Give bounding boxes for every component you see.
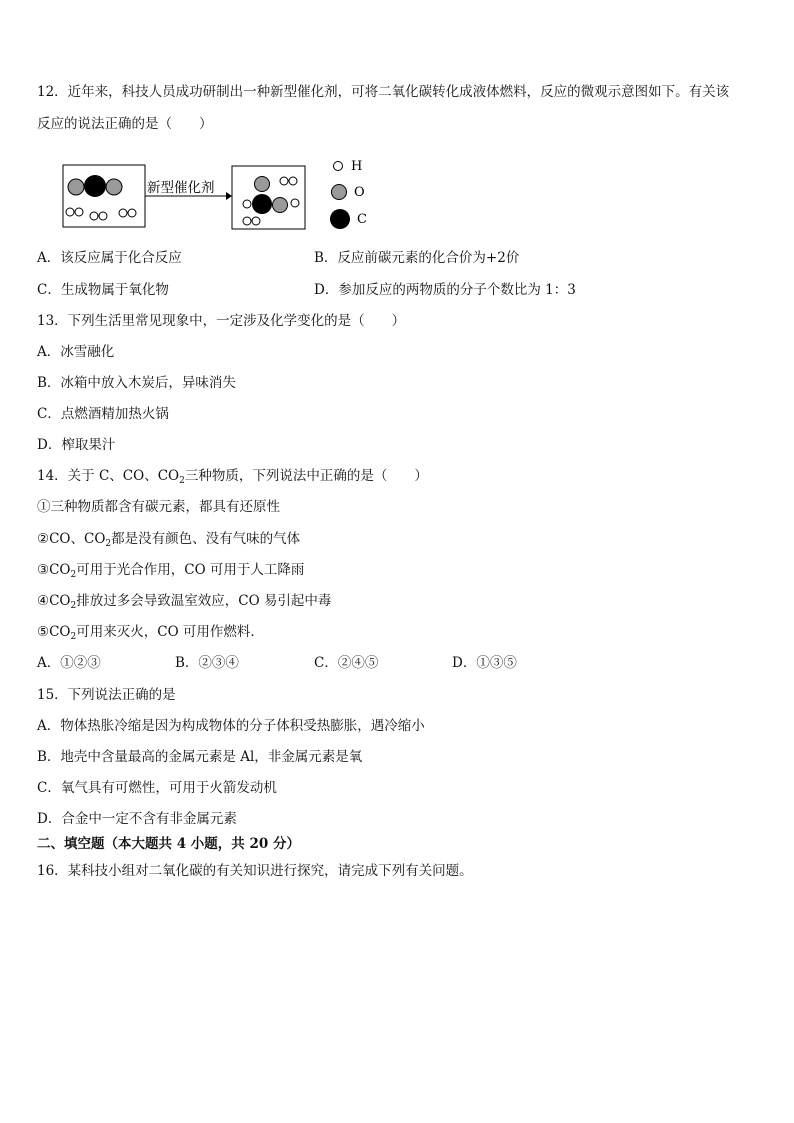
hydrogen-atom [291,199,299,207]
q13-stem: 13．下列生活里常见现象中，一定涉及化学变化的是（ ） [37,313,406,329]
q13-option-c: C．点燃酒精加热火锅 [37,406,169,422]
q14-statement-1: ①三种物质都含有碳元素，都具有还原性 [37,499,280,515]
hydrogen-atom [66,208,74,216]
arrow-head [226,192,232,200]
q13-option-b: B．冰箱中放入木炭后，异味消失 [37,375,236,391]
q12-option-b: B．反应前碳元素的化合价为+2价 [314,250,520,266]
q15-option-c: C．氧气具有可燃性，可用于火箭发动机 [37,780,277,796]
hydrogen-atom [252,217,260,225]
q12-stem-line1: 12．近年来，科技人员成功研制出一种新型催化剂，可将二氧化碳转化成液体燃料，反应的微观示意图如下。有关该 [37,84,730,100]
q14-option-d: D．①③⑤ [452,655,517,671]
hydrogen-atom [128,209,136,217]
q14-statement-3: $③CO_2$可用于光合作用，CO 可用于人工降雨 [37,562,305,580]
q14-option-b: B．②③④ [175,655,239,671]
hydrogen-atom [280,177,288,185]
oxygen-atom [255,177,270,192]
oxygen-atom [273,198,288,213]
carbon-atom [84,175,106,197]
q14-statement-2: ②CO、$CO_2$都是没有颜色、没有气味的气体 [37,531,301,549]
q14-statement-4: $④CO_2$排放过多会导致温室效应，CO 易引起中毒 [37,593,332,611]
q12-option-a: A．该反应属于化合反应 [37,250,182,266]
hydrogen-atom [119,209,127,217]
legend-hydrogen-label: H [351,159,363,174]
section-heading: 二、填空题（本大题共 4 小题，共 20 分） [37,836,300,852]
reaction-diagram [60,155,420,237]
q15-option-d: D．合金中一定不含有非金属元素 [37,811,237,827]
q12-stem-line2: 反应的说法正确的是（ ） [37,116,213,132]
q12-option-c: C．生成物属于氧化物 [37,282,169,298]
hydrogen-atom [289,177,297,185]
catalyst-label: 新型催化剂 [147,180,215,196]
q12-option-d: D．参加反应的两物质的分子个数比为 1：3 [314,282,576,298]
legend-oxygen-icon [332,185,347,200]
hydrogen-atom [243,200,251,208]
oxygen-atom [68,179,84,195]
q15-stem: 15．下列说法正确的是 [37,687,176,703]
hydrogen-atom [90,212,98,220]
q14-stem: 14．关于 C、CO、$CO_2$三种物质，下列说法中正确的是（ ） [37,468,428,486]
q13-option-a: A．冰雪融化 [37,344,115,360]
q13-option-d: D．榨取果汁 [37,437,116,453]
legend-carbon-icon [330,209,350,229]
legend-oxygen-label: O [354,185,365,200]
legend-hydrogen-icon [334,162,343,171]
carbon-atom [252,194,272,214]
oxygen-atom [106,179,122,195]
hydrogen-atom [243,217,251,225]
q14-option-c: C．②④⑤ [314,655,379,671]
q15-option-b: B．地壳中含量最高的金属元素是 Al，非金属元素是氧 [37,749,363,765]
hydrogen-atom [75,208,83,216]
q14-option-a: A．①②③ [37,655,101,671]
q14-statement-5: $⑤CO_2$可用来灭火，CO 可用作燃料． [37,624,264,642]
q16-stem: 16．某科技小组对二氧化碳的有关知识进行探究，请完成下列有关问题。 [37,863,473,879]
q15-option-a: A．物体热胀冷缩是因为构成物体的分子体积受热膨胀，遇冷缩小 [37,718,425,734]
legend-carbon-label: C [357,212,367,227]
hydrogen-atom [99,212,107,220]
